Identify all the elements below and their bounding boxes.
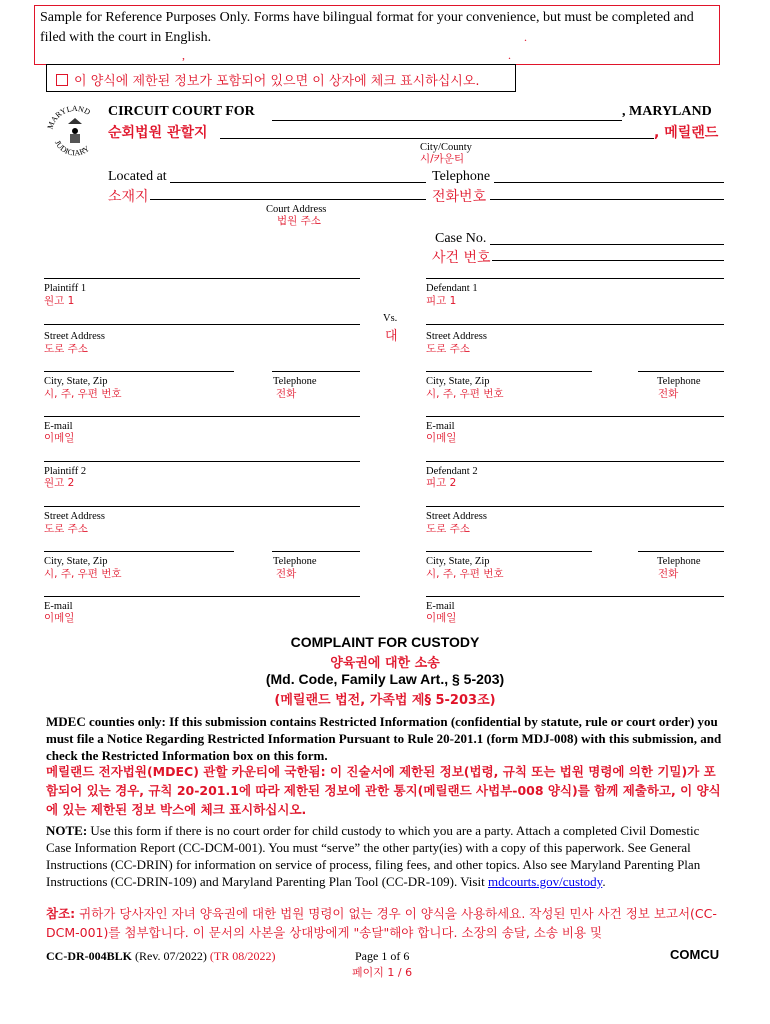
defendant2-label-ko: 피고 2 [426,477,457,489]
notice-tick-mark: , [182,48,185,62]
court-address-caption-ko: 법원 주소 [277,215,321,227]
plaintiff1-label: Plaintiff 1 [44,283,87,294]
versus-label-ko: 대 [385,329,398,344]
form-revision: (Rev. 07/2022) [132,949,207,963]
plaintiff1-tel-line[interactable] [272,371,360,372]
defendant2-city-label: City, State, Zip [426,556,490,567]
court-address-line[interactable] [170,182,426,183]
note-end: . [602,874,606,889]
defendant2-tel-label-ko: 전화 [658,568,679,580]
case-no-line[interactable] [490,244,724,245]
court-name-line-ko[interactable] [220,138,654,139]
court-label-ko: 순회법원 관할지 [108,125,208,141]
seal-top-text: MARYLAND [46,103,92,131]
plaintiff2-city-label-ko: 시, 주, 우편 번호 [44,568,122,580]
plaintiff1-street-line[interactable] [44,324,360,325]
sample-notice-text: Sample for Reference Purposes Only. Forms have bilingual format for your convenience, but must be completed and filed with the court in English. [40,10,694,45]
telephone-label-ko: 전화번호 [432,189,487,205]
plaintiff2-tel-label-ko: 전화 [276,568,297,580]
court-telephone-line-ko[interactable] [490,199,724,200]
restricted-info-checkbox[interactable] [56,70,480,89]
defendant1-label-ko: 피고 1 [426,295,457,307]
statute-citation-ko: (메릴랜드 법전, 가족법 제§ 5-203조) [274,693,496,708]
plaintiff2-city-line[interactable] [44,551,234,552]
plaintiff1-name-line[interactable] [44,278,360,279]
defendant2-email-label-ko: 이메일 [426,612,457,624]
case-no-line-ko[interactable] [492,260,724,261]
state-label-en: , MARYLAND [622,104,712,119]
plaintiff1-city-line[interactable] [44,371,234,372]
defendant1-city-label: City, State, Zip [426,376,490,387]
plaintiff2-label: Plaintiff 2 [44,466,87,477]
plaintiff1-city-label-ko: 시, 주, 우편 번호 [44,388,122,400]
defendant2-city-label-ko: 시, 주, 우편 번호 [426,568,504,580]
court-address-line-ko[interactable] [150,199,426,200]
defendant2-tel-line[interactable] [638,551,724,552]
case-no-label: Case No. [435,231,487,246]
plaintiff2-street-line[interactable] [44,506,360,507]
defendant2-street-label-ko: 도로 주소 [426,523,470,535]
plaintiff1-email-label-ko: 이메일 [44,432,75,444]
plaintiff2-email-line[interactable] [44,596,360,597]
plaintiff2-street-label: Street Address [44,511,105,522]
mdec-notice: MDEC counties only: If this submission contains Restricted Information (confidential by statute, rule or court order) you must file a Notice Regarding Restricted Information Pursuant to Rule 20-201.1 (form MDJ-008) with this submission, and check the Restricted Information box on this form. [46,714,722,763]
defendant1-name-line[interactable] [426,278,724,279]
defendant2-tel-label: Telephone [657,556,701,567]
versus-label: Vs. [383,313,398,324]
located-label: Located at [108,169,167,184]
statute-citation: (Md. Code, Family Law Art., § 5-203) [265,671,505,687]
notice-tick-mark: . [508,48,511,62]
defendant1-city-label-ko: 시, 주, 우편 번호 [426,388,504,400]
defendant2-label: Defendant 2 [426,466,478,477]
form-id: CC-DR-004BLK [46,949,132,963]
defendant1-label: Defendant 1 [426,283,478,294]
defendant1-tel-label: Telephone [657,376,701,387]
note-text-ko: 귀하가 당사자인 자녀 양육권에 대한 법원 명령이 없는 경우 이 양식을 사용하세요. 작성된 민사 사건 정보 보고서(CC-DCM-001)를 첨부합니다. 이 문서의 사본을 상대방에게 "송달"해야 합니다. 소장의 송달, 소송 비용 및 [46,906,717,940]
court-name-line[interactable] [272,120,622,121]
defendant1-tel-line[interactable] [638,371,724,372]
defendant1-tel-label-ko: 전화 [658,388,679,400]
plaintiff2-city-label: City, State, Zip [44,556,108,567]
defendant2-email-line[interactable] [426,596,724,597]
page-number-ko: 페이지 1 / 6 [352,966,413,979]
document-title: COMPLAINT FOR CUSTODY [290,634,480,650]
form-id-footer [46,949,276,964]
defendant1-email-line[interactable] [426,416,724,417]
court-address-caption: Court Address [266,204,327,215]
translation-revision: (TR 08/2022) [206,949,276,963]
plaintiff1-city-label: City, State, Zip [44,376,108,387]
court-telephone-line[interactable] [494,182,724,183]
plaintiff2-email-label: E-mail [44,601,73,612]
defendant2-street-line[interactable] [426,506,724,507]
plaintiff1-street-label-ko: 도로 주소 [44,343,88,355]
defendant1-city-line[interactable] [426,371,592,372]
defendant1-email-label-ko: 이메일 [426,432,457,444]
plaintiff2-street-label-ko: 도로 주소 [44,523,88,535]
telephone-label: Telephone [432,169,491,184]
defendant2-email-label: E-mail [426,601,455,612]
note-label: NOTE: [46,823,88,838]
note-label-ko: 참조: [46,906,76,921]
mdec-notice-ko: 메릴랜드 전자법원(MDEC) 관할 카운티에 국한됨: 이 진술서에 제한된 정보(법령, 규칙 또는 법원 명령에 의한 기밀)가 포함되어 있는 경우, 규칙 20-201.1에 따라 제한된 정보에 관한 통지(메릴랜드 사법부-008 양식)를 함께 제출하고, 이 양식에 있는 제한된 정보 박스에 체크 표시하십시오. [46,764,721,817]
notice-tick-mark: . [524,30,527,44]
defendant1-email-label: E-mail [426,421,455,432]
plaintiff1-email-line[interactable] [44,416,360,417]
defendant1-street-label: Street Address [426,331,487,342]
city-county-label: City/County [420,142,472,153]
checkbox-icon[interactable] [56,74,68,86]
plaintiff1-tel-label-ko: 전화 [276,388,297,400]
plaintiff2-tel-line[interactable] [272,551,360,552]
defendant1-street-label-ko: 도로 주소 [426,343,470,355]
court-label-en: CIRCUIT COURT FOR [108,104,255,119]
defendant2-city-line[interactable] [426,551,592,552]
plaintiff2-name-line[interactable] [44,461,360,462]
form-code: COMCU [670,947,720,962]
plaintiff1-tel-label: Telephone [273,376,317,387]
note-paragraph-ko [46,904,726,942]
restricted-info-label: 이 양식에 제한된 정보가 포함되어 있으면 이 상자에 체크 표시하십시오. [74,74,480,89]
state-label-ko: , 메릴랜드 [654,125,719,141]
custody-link[interactable]: mdcourts.gov/custody [487,874,603,889]
defendant1-street-line[interactable] [426,324,724,325]
defendant2-street-label: Street Address [426,511,487,522]
plaintiff2-tel-label: Telephone [273,556,317,567]
seal-bottom-text: JUDICIARY [52,138,92,158]
case-no-label-ko: 사건 번호 [432,250,491,266]
plaintiff1-email-label: E-mail [44,421,73,432]
located-label-ko: 소재지 [108,189,149,205]
plaintiff2-email-label-ko: 이메일 [44,612,75,624]
maryland-judiciary-seal-icon [46,100,104,168]
note-paragraph [46,822,726,890]
page-number: Page 1 of 6 [355,949,410,963]
city-county-label-ko: 시/카운티 [420,153,465,165]
document-title-ko: 양육권에 대한 소송 [330,656,440,671]
note-text: Use this form if there is no court order for child custody to which you are a party. Attach a completed Civil Domestic Case Information Report (CC-DCM-001). You must “serve” the other party(ies) with a copy of this paperwork. See General Instructions (CC-DRIN) for information on service of process, filing fees, and other topics. Also see Maryland Parenting Plan Instructions (CC-DRIN-109) and Maryland Parenting Plan Tool (CC-DR-109). Visit [46,823,701,889]
plaintiff1-street-label: Street Address [44,331,105,342]
plaintiff2-label-ko: 원고 2 [44,477,75,489]
defendant2-name-line[interactable] [426,461,724,462]
plaintiff1-label-ko: 원고 1 [44,295,75,307]
svg-text:MARYLAND [46,104,92,130]
